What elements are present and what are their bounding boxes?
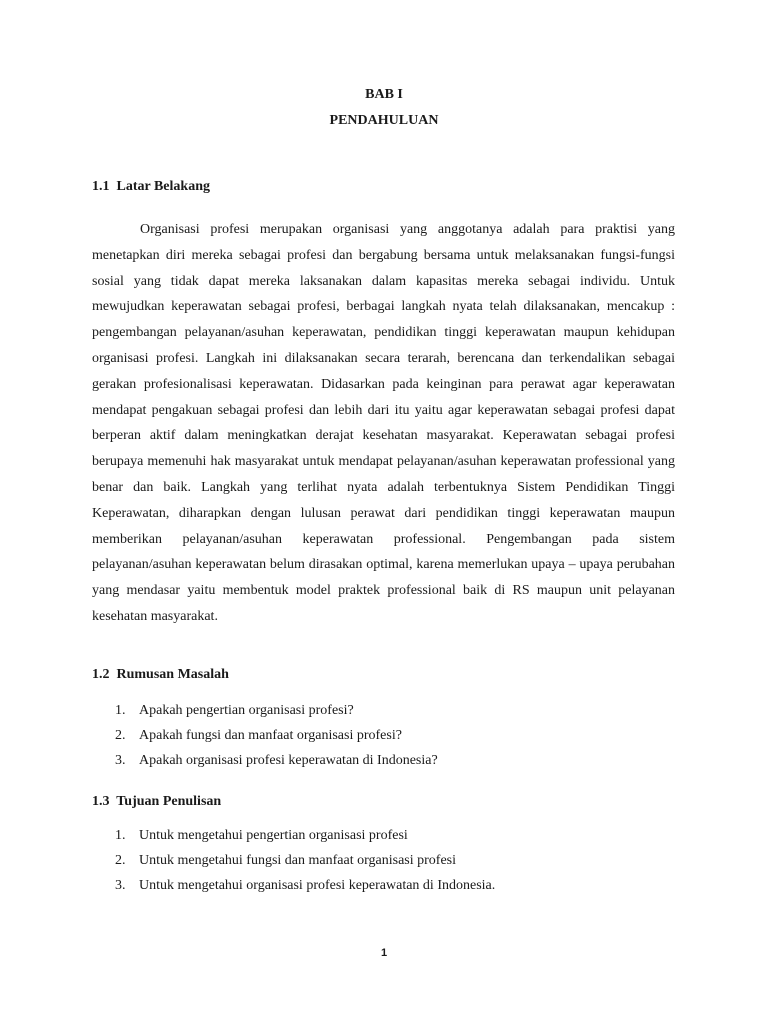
list-item	[92, 723, 438, 748]
list-item-text: Apakah fungsi dan manfaat organisasi profesi?	[139, 728, 402, 743]
list-item-text: Untuk mengetahui pengertian organisasi profesi	[139, 828, 408, 843]
list-item-number: 1.	[115, 828, 126, 843]
section-heading-tujuan-penulisan: 1.3 Tujuan Penulisan	[92, 794, 222, 809]
chapter-title: PENDAHULUAN	[329, 113, 439, 128]
list-item	[92, 873, 495, 898]
list-item-number: 3.	[115, 753, 126, 768]
list-item	[92, 748, 438, 773]
section-heading-latar-belakang: 1.1 Latar Belakang	[92, 179, 210, 194]
list-item	[92, 848, 495, 873]
list-item-text: Apakah pengertian organisasi profesi?	[139, 703, 354, 718]
list-item-text: Untuk mengetahui fungsi dan manfaat organisasi profesi	[139, 853, 456, 868]
list-item	[92, 823, 495, 848]
problem-list	[92, 698, 438, 773]
chapter-number: BAB I	[365, 87, 403, 102]
list-item-text: Apakah organisasi profesi keperawatan di Indonesia?	[139, 753, 438, 768]
list-item-number: 3.	[115, 878, 126, 893]
list-item-text: Untuk mengetahui organisasi profesi keperawatan di Indonesia.	[139, 878, 496, 893]
background-paragraph: Organisasi profesi merupakan organisasi yang anggotanya adalah para praktisi yang menetapkan diri mereka sebagai profesi dan bergabung bersama untuk melaksanakan fungsi-fungsi sosial yang tidak dapat mereka laksanakan dalam kapasitas mereka sebagai individu. Untuk mewujudkan keperawatan sebagai profesi, berbagai langkah nyata telah dilaksanakan, mencakup : pengembangan pelayanan/asuhan keperawatan, pendidikan tinggi keperawatan maupun kehidupan organisasi profesi. Langkah ini dilaksanakan secara terarah, berencana dan terkendalikan sebagai gerakan profesionalisasi keperawatan. Didasarkan pada keinginan para perawat agar keperawatan mendapat pengakuan sebagai profesi dan lebih dari itu yaitu agar keperawatan sebagai profesi dapat berperan aktif dalam meningkatkan derajat kesehatan masyarakat. Keperawatan sebagai profesi berupaya memenuhi hak masyarakat untuk mendapat pelayanan/asuhan keperawatan professional yang benar dan baik. Langkah yang terlihat nyata adalah terbentuknya Sistem Pendidikan Tinggi Keperawatan, diharapkan dengan lulusan perawat dari pendidikan tinggi keperawatan maupun memberikan pelayanan/asuhan keperawatan professional. Pengembangan pada sistem pelayanan/asuhan keperawatan belum dirasakan optimal, karena memerlukan upaya – upaya perubahan yang mendasar yaitu membentuk model praktek professional baik di RS maupun unit pelayanan kesehatan masyarakat.	[92, 222, 675, 624]
list-item-number: 2.	[115, 853, 126, 868]
objective-list	[92, 823, 495, 898]
section-heading-rumusan-masalah: 1.2 Rumusan Masalah	[92, 667, 229, 682]
page-number: 1	[380, 947, 388, 959]
list-item-number: 2.	[115, 728, 126, 743]
list-item-number: 1.	[115, 703, 126, 718]
list-item	[92, 698, 438, 723]
